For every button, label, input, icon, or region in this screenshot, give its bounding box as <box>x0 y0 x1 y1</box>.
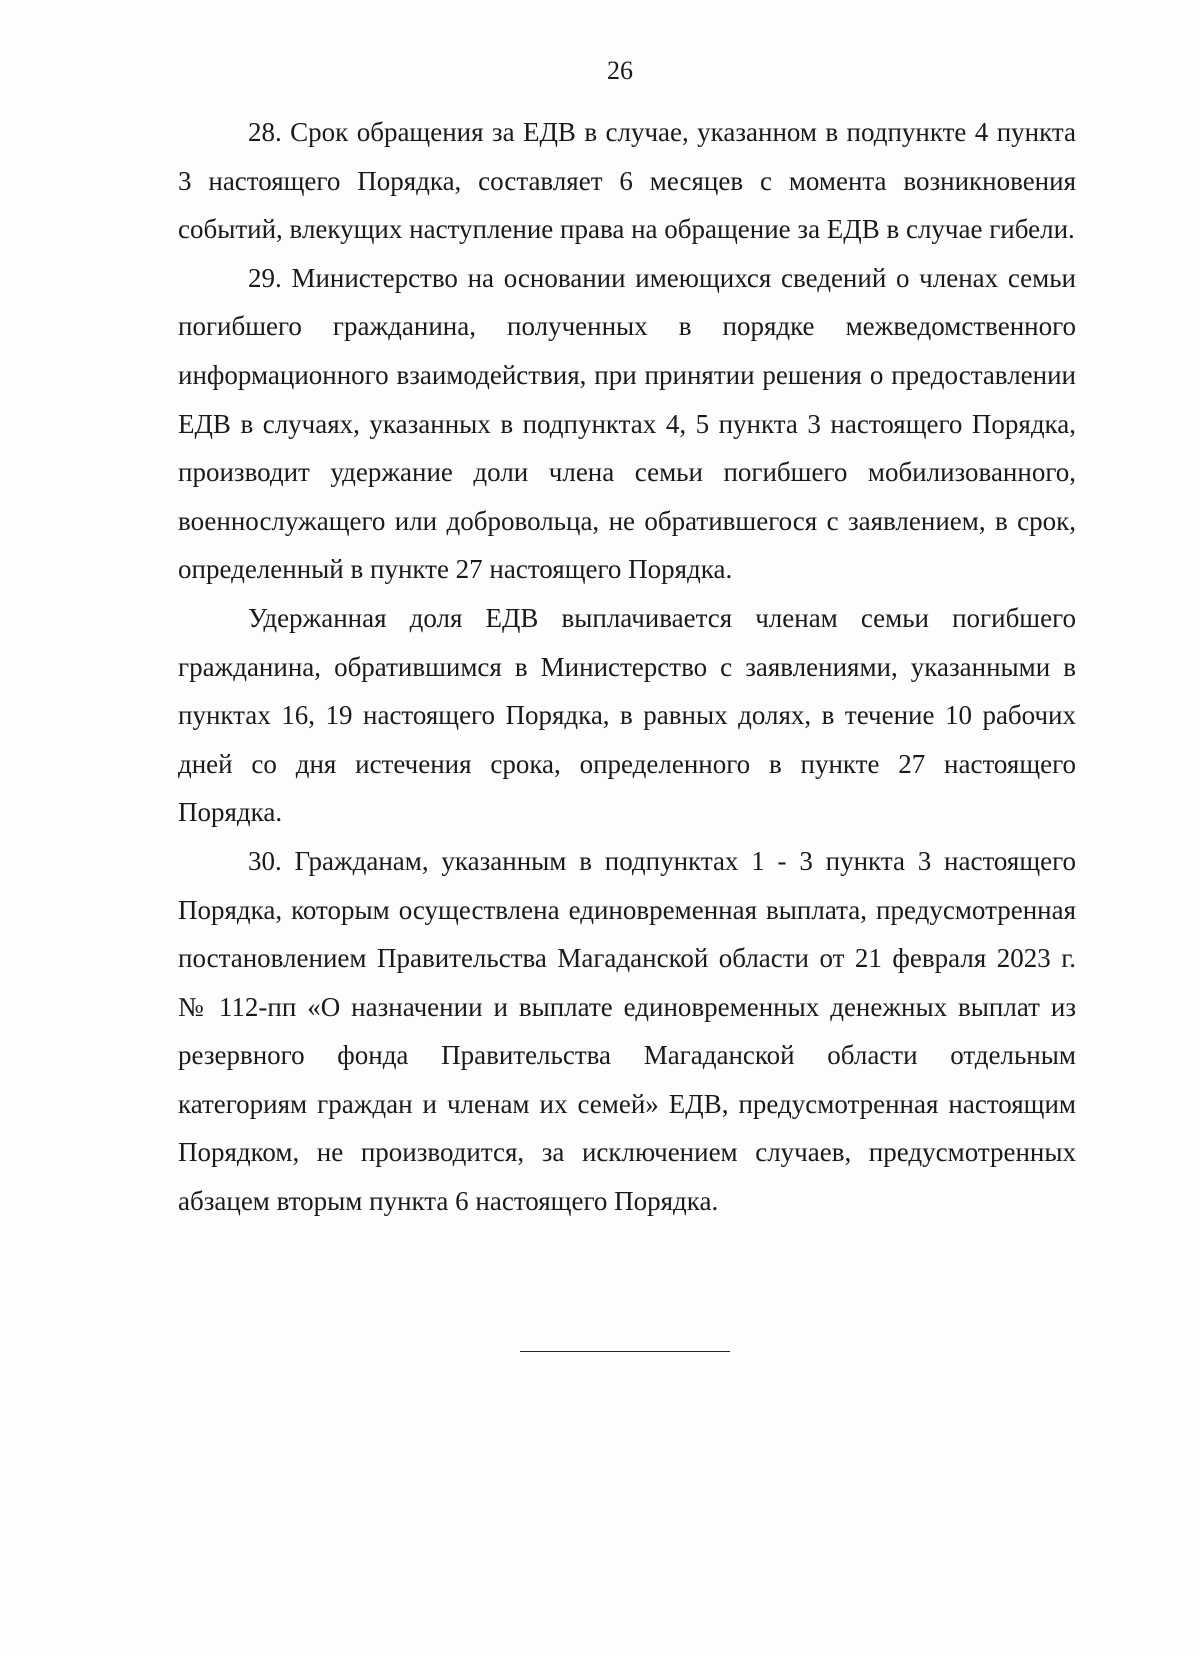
paragraph-30: 30. Гражданам, указанным в подпунктах 1 - 3 пункта 3 настоящего Порядка, которым осуществлена единовременная выплата, предусмотренная постановлением Правительства Магаданской области от 21 февраля 2023 г. № 112-пп «О назначении и выплате единовременных денежных выплат из резервного фонда Правительства Магаданской области отдельным категориям граждан и членам их семей» ЕДВ, предусмотренная настоящим Порядком, не производится, за исключением случаев, предусмотренных абзацем вторым пункта 6 настоящего Порядка. <box>178 845 1076 1217</box>
paragraph-29-second: Удержанная доля ЕДВ выплачивается членам семьи погибшего гражданина, обратившимся в Министерство с заявлениями, указанными в пунктах 16, 19 настоящего Порядка, в равных долях, в течение 10 рабочих дней со дня истечения срока, определенного в пункте 27 настоящего Порядка. <box>178 602 1076 828</box>
end-divider-line <box>520 1351 730 1352</box>
paragraph-29: 29. Министерство на основании имеющихся сведений о членах семьи погибшего гражданина, полученных в порядке межведомственного информационного взаимодействия, при принятии решения о предоставлении ЕДВ в случаях, указанных в подпунктах 4, 5 пункта 3 настоящего Порядка, производит удержание доли члена семьи погибшего мобилизованного, военнослужащего или добровольца, не обратившегося с заявлением, в срок, определенный в пункте 27 настоящего Порядка. <box>178 262 1076 585</box>
document-body <box>178 108 1076 1226</box>
paragraph-28: 28. Срок обращения за ЕДВ в случае, указанном в подпункте 4 пункта 3 настоящего Порядка, составляет 6 месяцев с момента возникновения событий, влекущих наступление права на обращение за ЕДВ в случае гибели. <box>178 117 1076 245</box>
page-number: 26 <box>607 56 633 85</box>
